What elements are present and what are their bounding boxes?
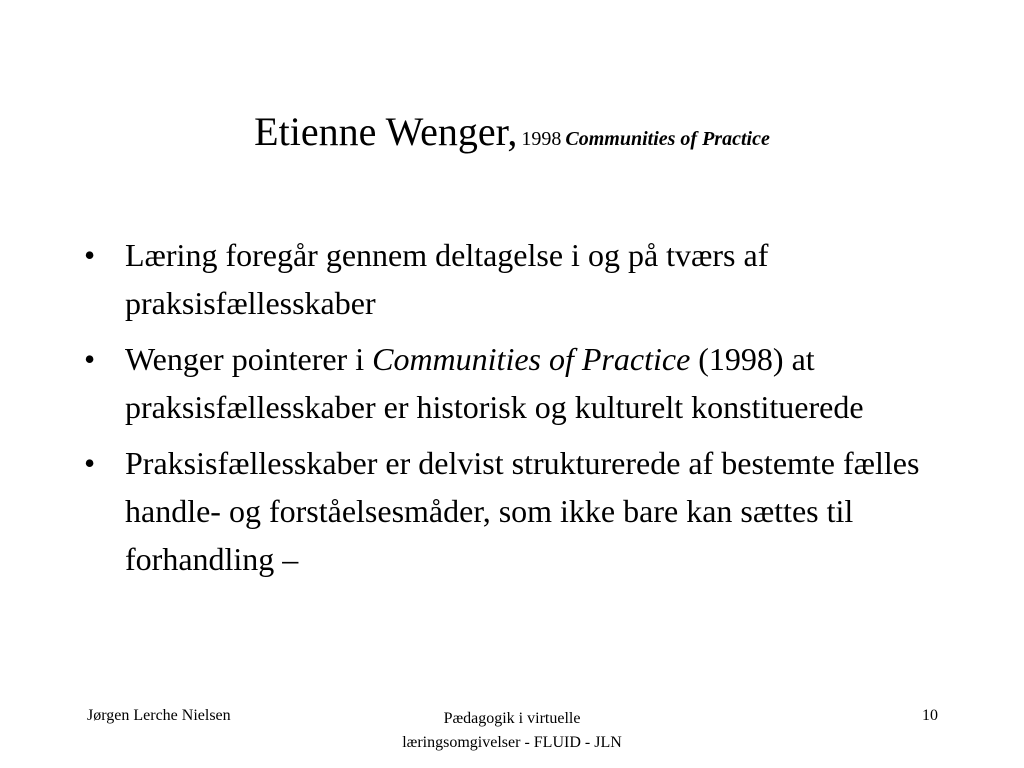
bullet-list <box>84 231 944 591</box>
bullet-text: Læring foregår gennem deltagelse i og på tværs af praksisfællesskaber <box>125 237 769 321</box>
footer-course-line1: Pædagogik i virtuelle <box>443 710 581 727</box>
bullet-item <box>84 439 944 583</box>
bullet-item <box>84 335 944 431</box>
title-author: Etienne Wenger, <box>254 109 518 154</box>
bullet-book-title: Communities of Practice <box>372 341 691 377</box>
bullet-text: Praksisfællesskaber er delvist strukturerede af bestemte fælles handle- og forståelsesmåder, som ikke bare kan sættes til forhandling – <box>125 445 920 577</box>
bullet-text-after: (1998) at praksisfællesskaber er historisk og kulturelt konstituerede <box>125 341 864 425</box>
bullet-marker: • <box>84 237 96 273</box>
footer-course-line2: læringsomgivelser - FLUID - JLN <box>402 734 622 751</box>
bullet-text-before: Wenger pointerer i <box>125 341 373 377</box>
bullet-marker: • <box>84 445 96 481</box>
title-year: 1998 <box>521 128 562 150</box>
bullet-marker: • <box>84 341 96 377</box>
slide-title <box>0 108 1024 156</box>
footer-page-number: 10 <box>922 707 938 724</box>
footer-course <box>312 707 712 755</box>
footer-author: Jørgen Lerche Nielsen <box>87 707 231 724</box>
title-book: Communities of Practice <box>565 128 770 150</box>
bullet-item <box>84 231 944 327</box>
